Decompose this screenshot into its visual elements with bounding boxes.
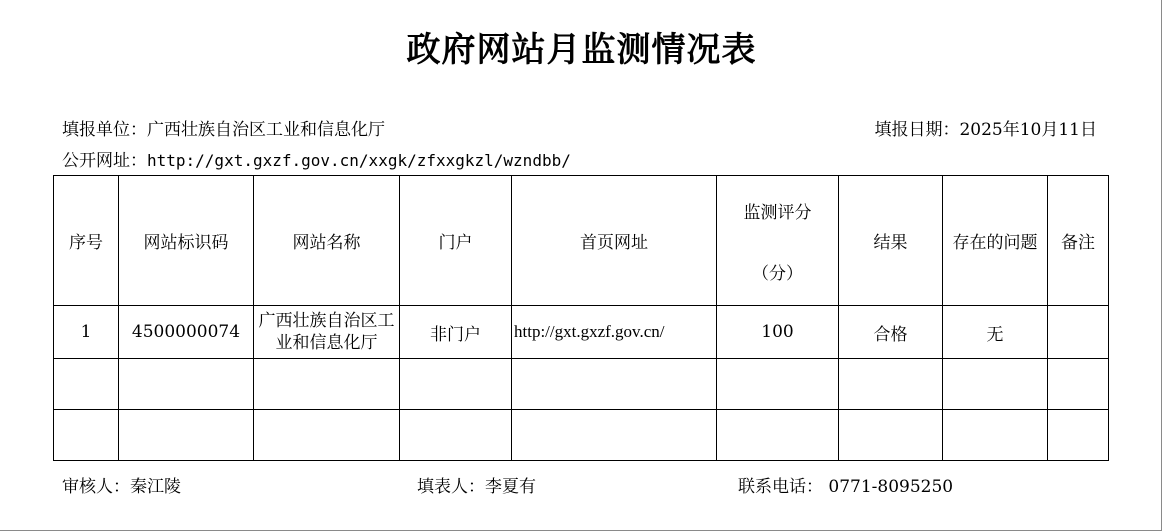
table-row-empty	[54, 359, 1109, 410]
header-homepage: 首页网址	[512, 176, 717, 306]
cell-index: 1	[54, 306, 119, 359]
cell-homepage[interactable]: http://gxt.gxzf.gov.cn/	[512, 306, 717, 359]
empty-cell	[119, 359, 254, 410]
empty-cell	[839, 359, 943, 410]
table-row	[54, 306, 1109, 359]
empty-cell	[943, 410, 1048, 461]
form-filler-label: 填表人：	[417, 477, 485, 497]
monitoring-table	[53, 175, 1109, 461]
header-score-line2: （分）	[752, 263, 803, 284]
empty-cell	[943, 359, 1048, 410]
cell-remarks	[1048, 306, 1109, 359]
empty-cell	[54, 359, 119, 410]
contact-phone	[738, 472, 953, 497]
header-remarks: 备注	[1048, 176, 1109, 306]
filing-unit-value: 广西壮族自治区工业和信息化厅	[147, 120, 385, 140]
cell-result: 合格	[839, 306, 943, 359]
document-title: 政府网站月监测情况表	[406, 30, 757, 70]
header-site-id: 网站标识码	[119, 176, 254, 306]
empty-cell	[54, 410, 119, 461]
cell-issues: 无	[943, 306, 1048, 359]
filing-date	[874, 115, 1097, 140]
header-score-line1: 监测评分	[743, 202, 812, 223]
cell-site-id: 4500000074	[119, 306, 254, 359]
table-header-row	[54, 176, 1109, 306]
reviewer-label: 审核人：	[62, 477, 130, 497]
empty-cell	[512, 410, 717, 461]
contact-phone-value: 0771-8095250	[828, 477, 954, 497]
public-url-value[interactable]: http://gxt.gxzf.gov.cn/xxgk/zfxxgkzl/wzndbb/	[147, 151, 571, 170]
cell-score: 100	[717, 306, 839, 359]
header-portal: 门户	[400, 176, 512, 306]
header-index: 序号	[54, 176, 119, 306]
filing-date-value: 2025年10月11日	[959, 120, 1097, 140]
empty-cell	[717, 359, 839, 410]
empty-cell	[119, 410, 254, 461]
cell-site-name: 广西壮族自治区工业和信息化厅	[254, 306, 400, 359]
public-url	[62, 146, 571, 171]
header-result: 结果	[839, 176, 943, 306]
header-site-name: 网站名称	[254, 176, 400, 306]
cell-portal: 非门户	[400, 306, 512, 359]
contact-phone-label: 联系电话：	[738, 477, 823, 497]
table-row-empty	[54, 410, 1109, 461]
empty-cell	[254, 410, 400, 461]
public-url-label: 公开网址：	[62, 151, 147, 171]
filing-date-label: 填报日期：	[874, 120, 960, 140]
empty-cell	[254, 359, 400, 410]
filing-unit-label: 填报单位：	[62, 120, 147, 140]
filing-unit	[62, 115, 385, 140]
empty-cell	[512, 359, 717, 410]
empty-cell	[400, 410, 512, 461]
form-filler-value: 李夏有	[485, 477, 536, 497]
form-filler	[417, 472, 536, 497]
empty-cell	[1048, 359, 1109, 410]
empty-cell	[1048, 410, 1109, 461]
empty-cell	[400, 359, 512, 410]
header-issues: 存在的问题	[943, 176, 1048, 306]
reviewer-value: 秦江陵	[130, 477, 181, 497]
header-score	[717, 176, 839, 306]
reviewer	[62, 472, 181, 497]
empty-cell	[717, 410, 839, 461]
empty-cell	[839, 410, 943, 461]
